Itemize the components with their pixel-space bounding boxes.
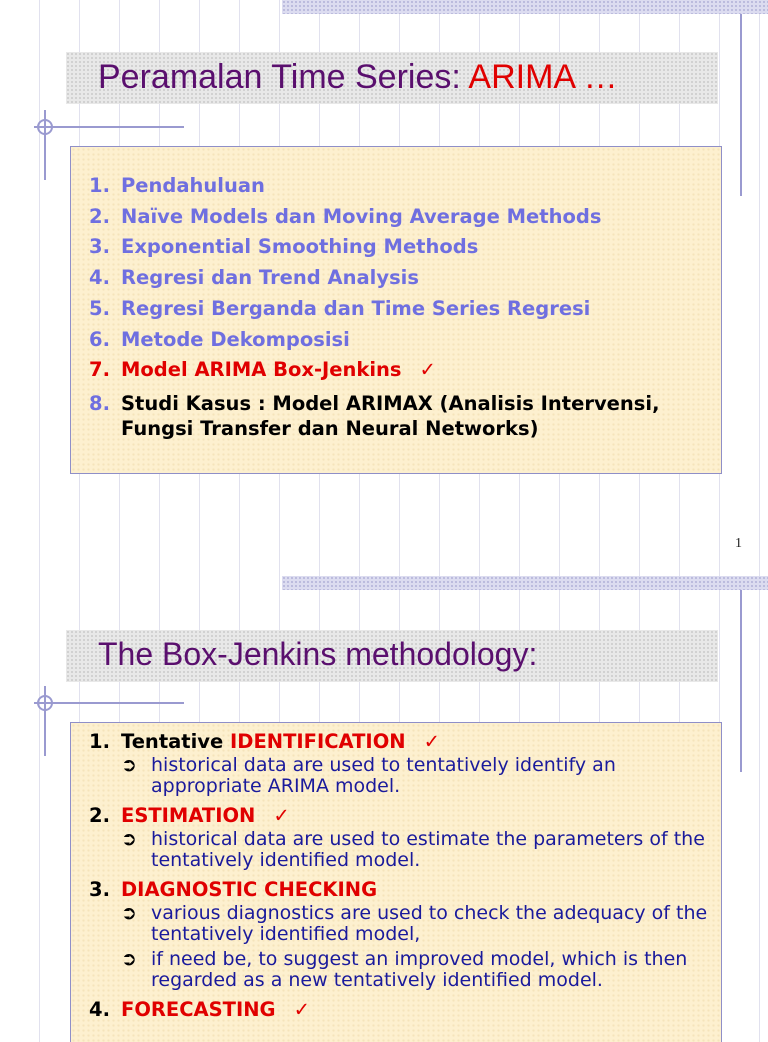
arrow-bullet-icon: ➲ <box>121 754 137 776</box>
bullet-line: historical data are used to estimate the parameters of the <box>151 828 705 850</box>
arrow-bullet-icon: ➲ <box>121 902 137 924</box>
step-number: 1. <box>89 730 110 753</box>
step-label: ESTIMATION <box>121 804 256 827</box>
item-number: 8. <box>89 391 110 415</box>
bullet-line: if need be, to suggest an improved model, which is then <box>151 948 688 970</box>
item-number: 6. <box>89 327 110 351</box>
item-text: Regresi Berganda dan Time Series Regresi <box>121 296 591 320</box>
list-item <box>89 171 721 202</box>
item-text <box>121 391 659 441</box>
item-text: Model ARIMA Box-Jenkins <box>121 358 402 382</box>
title-main: Peramalan Time Series: <box>98 58 469 96</box>
page-title <box>98 58 618 97</box>
page-number: 1 <box>735 536 742 551</box>
step-label: FORECASTING <box>121 998 276 1021</box>
arrow-bullet-icon: ➲ <box>121 828 137 850</box>
methodology-box <box>70 722 722 1042</box>
decorative-band <box>282 0 768 14</box>
step-number: 2. <box>89 804 110 827</box>
agenda-list <box>71 147 721 441</box>
step-diagnostic-checking <box>89 877 721 903</box>
list-item <box>89 232 721 263</box>
item-number: 5. <box>89 296 110 320</box>
bullet-text <box>151 755 616 797</box>
page-title: The Box-Jenkins methodology: <box>98 636 538 672</box>
decorative-vertical-line <box>740 590 742 772</box>
decorative-horizontal-line <box>34 126 184 128</box>
steps-list <box>71 723 721 1023</box>
bullet-line: tentatively identified model. <box>151 849 421 871</box>
list-item <box>89 391 721 441</box>
arrow-bullet-icon: ➲ <box>121 948 137 970</box>
item-text-line: Studi Kasus : Model ARIMAX (Analisis Intervensi, <box>121 391 660 415</box>
title-bar <box>66 52 718 104</box>
list-item <box>89 202 721 233</box>
bullet-line: historical data are used to tentatively identify an <box>151 754 616 776</box>
bullet-line: regarded as a new tentatively identified model. <box>151 969 603 991</box>
check-icon: ✓ <box>423 730 440 753</box>
list-item <box>89 325 721 356</box>
item-number: 1. <box>89 174 110 197</box>
bullet-line: various diagnostics are used to check the adequacy of the <box>151 902 708 924</box>
item-text: Naïve Models dan Moving Average Methods <box>121 204 602 228</box>
item-text: Regresi dan Trend Analysis <box>121 266 419 290</box>
bullet-item <box>121 755 721 797</box>
step-identification <box>89 729 721 755</box>
list-item <box>89 263 721 294</box>
crosshair-icon <box>37 695 53 711</box>
bullet-line: tentatively identified model, <box>151 923 421 945</box>
bullet-text <box>151 903 707 945</box>
crosshair-icon <box>37 119 53 135</box>
step-number: 3. <box>89 878 110 901</box>
bullet-item <box>121 829 721 871</box>
bullet-line: appropriate ARIMA model. <box>151 775 401 797</box>
step-prefix: Tentative <box>121 730 231 753</box>
list-item <box>89 294 721 325</box>
item-number: 7. <box>89 358 110 382</box>
item-text-line: Fungsi Transfer dan Neural Networks) <box>121 416 539 440</box>
item-number: 2. <box>89 204 110 228</box>
step-estimation <box>89 803 721 829</box>
slide-2 <box>0 568 768 1024</box>
title-accent: ARIMA … <box>468 58 618 96</box>
step-forecasting <box>89 997 721 1023</box>
bullet-text <box>151 829 705 871</box>
item-text: Pendahuluan <box>121 174 265 197</box>
bullet-item <box>121 949 721 991</box>
item-text: Exponential Smoothing Methods <box>121 235 479 259</box>
check-icon: ✓ <box>273 804 290 827</box>
bullet-item <box>121 903 721 945</box>
step-label: DIAGNOSTIC CHECKING <box>121 878 378 901</box>
check-icon: ✓ <box>293 998 310 1021</box>
step-number: 4. <box>89 998 110 1021</box>
agenda-box <box>70 146 722 474</box>
list-item-active <box>89 355 721 386</box>
decorative-horizontal-line <box>34 702 184 704</box>
bullet-text <box>151 949 687 991</box>
title-bar <box>66 630 718 682</box>
decorative-band <box>282 576 768 590</box>
decorative-vertical-line <box>740 14 742 196</box>
check-icon: ✓ <box>419 358 436 382</box>
item-text: Metode Dekomposisi <box>121 327 350 351</box>
step-label: IDENTIFICATION <box>230 730 406 753</box>
item-number: 3. <box>89 235 110 259</box>
item-number: 4. <box>89 266 110 290</box>
